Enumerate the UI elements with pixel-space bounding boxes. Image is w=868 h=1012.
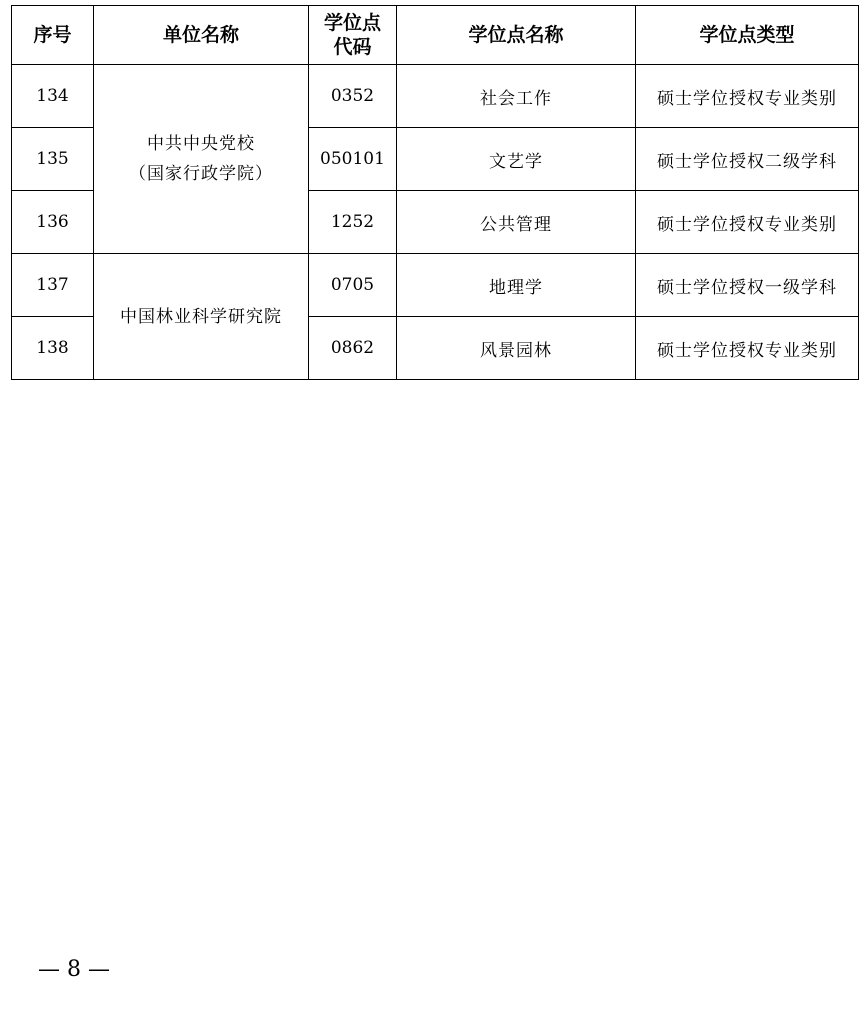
code-cell: 0862	[309, 317, 397, 380]
seq-cell: 134	[12, 65, 94, 128]
name-cell: 公共管理	[397, 191, 636, 254]
name-cell: 文艺学	[397, 128, 636, 191]
code-cell: 050101	[309, 128, 397, 191]
type-cell: 硕士学位授权专业类别	[636, 191, 859, 254]
header-row	[12, 6, 859, 65]
table-row	[12, 254, 859, 317]
header-seq: 序号	[12, 6, 94, 65]
type-cell: 硕士学位授权二级学科	[636, 128, 859, 191]
name-cell: 社会工作	[397, 65, 636, 128]
name-cell: 风景园林	[397, 317, 636, 380]
code-cell: 0352	[309, 65, 397, 128]
degree-table	[11, 5, 859, 380]
unit-cell	[94, 65, 309, 254]
seq-cell: 135	[12, 128, 94, 191]
seq-cell: 138	[12, 317, 94, 380]
type-cell: 硕士学位授权专业类别	[636, 65, 859, 128]
header-type: 学位点类型	[636, 6, 859, 65]
unit-cell	[94, 254, 309, 380]
code-cell: 1252	[309, 191, 397, 254]
unit-name-line2: （国家行政学院）	[129, 164, 273, 184]
type-cell: 硕士学位授权专业类别	[636, 317, 859, 380]
seq-cell: 137	[12, 254, 94, 317]
code-cell: 0705	[309, 254, 397, 317]
table-row	[12, 65, 859, 128]
type-cell: 硕士学位授权一级学科	[636, 254, 859, 317]
unit-name-line1: 中国林业科学研究院	[120, 306, 282, 327]
page-number: — 8 —	[38, 957, 110, 982]
seq-cell: 136	[12, 191, 94, 254]
unit-name-line1: 中共中央党校	[147, 134, 255, 154]
header-code	[309, 6, 397, 65]
header-code-line1: 学位点	[323, 12, 381, 34]
header-unit: 单位名称	[94, 6, 309, 65]
header-name: 学位点名称	[397, 6, 636, 65]
header-code-line2: 代码	[333, 36, 372, 58]
name-cell: 地理学	[397, 254, 636, 317]
